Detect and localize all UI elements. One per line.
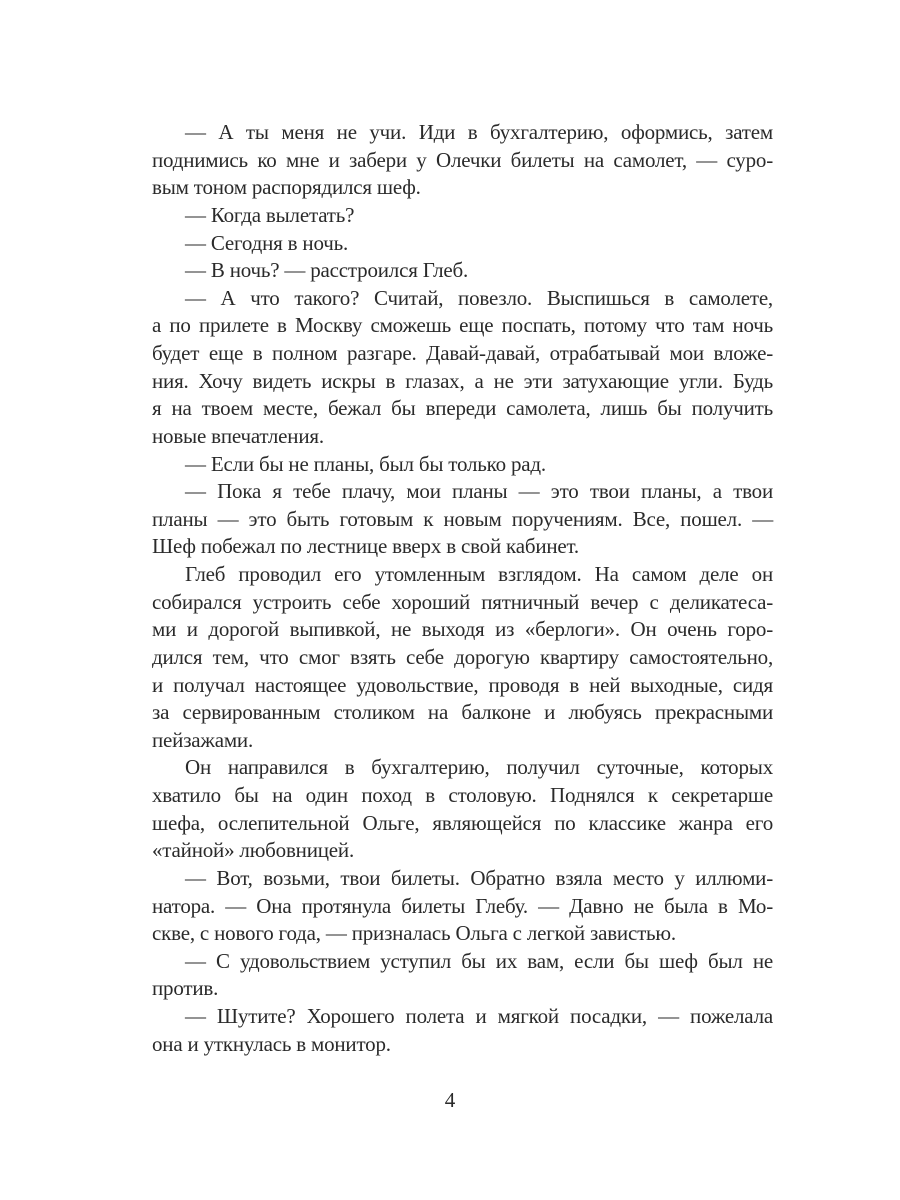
text-line: против. — [152, 976, 219, 1001]
text-line: вым тоном распорядился шеф. — [152, 175, 421, 200]
text-line: за сервированным столиком на балконе и любуясь прекрасными — [152, 700, 773, 725]
text-line: пейзажами. — [152, 727, 254, 752]
text-line: — В ночь? — расстроился Глеб. — [185, 258, 469, 283]
page-number: 4 — [444, 1088, 456, 1112]
text-line: натора. — Она протянула билеты Глебу. — Давно не была в Мо- — [152, 893, 773, 918]
text-line: дился тем, что смог взять себе дорогую квартиру самостоятельно, — [152, 644, 773, 669]
paragraph — [152, 561, 773, 754]
text-line: собирался устроить себе хороший пятничный вечер с деликатеса- — [152, 589, 773, 614]
paragraph — [152, 865, 773, 948]
text-line: а по прилете в Москву сможешь еще поспать, потому что там ночь — [152, 313, 773, 338]
text-line: ми и дорогой выпивкой, не выходя из «берлоги». Он очень горо- — [152, 617, 773, 642]
text-line: — Шутите? Хорошего полета и мягкой посадки, — пожелала — [185, 1004, 773, 1028]
text-line: «тайной» любовницей. — [152, 838, 355, 863]
text-line: — А что такого? Считай, повезло. Выспишься в самолете, — [185, 285, 773, 310]
text-line: планы — это быть готовым к новым поручениям. Все, пошел. — — [152, 506, 773, 531]
text-line: хватило бы на один поход в столовую. Поднялся к секретарше — [152, 783, 773, 807]
text-line: Глеб проводил его утомленным взглядом. На самом деле он — [185, 562, 773, 586]
paragraph — [152, 285, 773, 451]
text-line: новые впечатления. — [152, 423, 324, 448]
paragraph — [152, 1003, 773, 1058]
paragraph — [152, 202, 773, 230]
text-line: ния. Хочу видеть искры в глазах, а не эти затухающие угли. Будь — [152, 368, 773, 393]
text-line: будет еще в полном разгаре. Давай-давай, отрабатывай мои вложе- — [152, 341, 773, 365]
text-line: Шеф побежал по лестнице вверх в свой кабинет. — [152, 534, 579, 559]
text-line: — Если бы не планы, был бы только рад. — [185, 451, 546, 476]
text-line: — Когда вылетать? — [185, 202, 355, 227]
paragraph — [152, 230, 773, 258]
text-line: Он направился в бухгалтерию, получил суточные, которых — [185, 755, 773, 780]
text-line: — А ты меня не учи. Иди в бухгалтерию, оформись, затем — [185, 120, 773, 144]
paragraph — [152, 119, 773, 202]
text-line: шефа, ослепительной Ольге, являющейся по классике жанра его — [152, 810, 773, 835]
text-line: она и уткнулась в монитор. — [152, 1031, 391, 1056]
text-line: — Сегодня в ночь. — [185, 230, 349, 255]
paragraph — [152, 948, 773, 1003]
text-line: я на твоем месте, бежал бы впереди самолета, лишь бы получить — [152, 396, 773, 421]
body-text — [152, 119, 773, 1058]
text-line: — С удовольствием уступил бы их вам, если бы шеф был не — [185, 948, 773, 973]
text-line: и получал настоящее удовольствие, проводя в ней выходные, сидя — [152, 672, 773, 697]
text-line: поднимись ко мне и забери у Олечки билеты на самолет, — суро- — [152, 147, 773, 172]
paragraph — [152, 478, 773, 561]
text-line: скве, с нового года, — призналась Ольга с легкой завистью. — [152, 921, 676, 946]
text-line: — Пока я тебе плачу, мои планы — это твои планы, а твои — [185, 479, 773, 504]
paragraph — [152, 451, 773, 479]
paragraph — [152, 257, 773, 285]
paragraph — [152, 754, 773, 865]
text-line: — Вот, возьми, твои билеты. Обратно взяла место у иллюми- — [185, 865, 773, 890]
